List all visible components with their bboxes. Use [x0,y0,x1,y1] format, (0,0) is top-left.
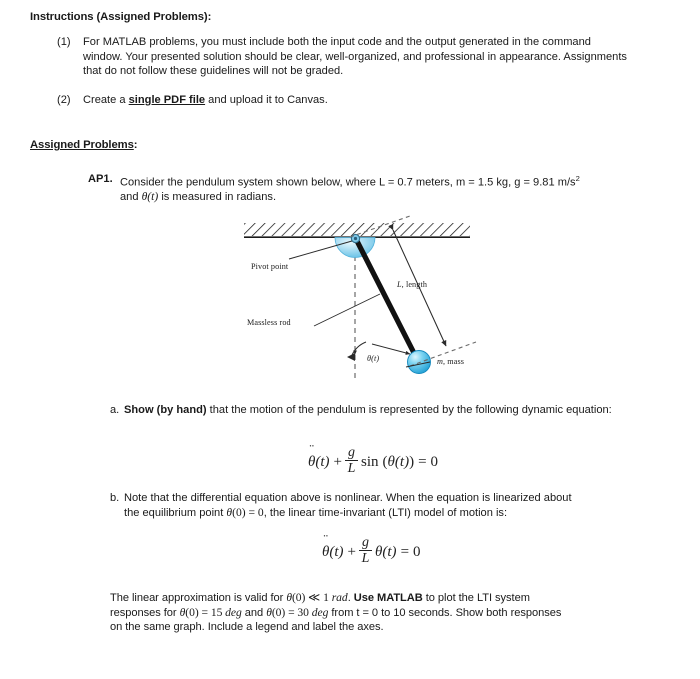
instruction-item-1 [57,35,633,79]
problem-ap1-text [120,172,648,205]
equation-2-theta2-arg: (t) [382,543,397,560]
closing-l2-deg2: deg [311,605,329,619]
equation-2 [322,535,421,566]
problem-ap1 [88,172,648,205]
instruction-item-2-emphasis: single PDF file [128,94,206,106]
part-b-theta-equation: (0) = 0 [232,505,264,519]
figure-label-length [397,280,427,289]
equation-2-theta2: θ [375,543,383,560]
instructions-heading: Instructions (Assigned Problems): [30,11,212,23]
equation-1-paren-open: ( [382,453,388,470]
figure-label-theta-symbol: θ [367,354,372,363]
pendulum-mass-ball [408,351,431,374]
closing-l2-b: (0) = 15 [185,605,226,619]
part-a-emphasis: Show (by hand) [124,404,207,416]
part-b-marker: b. [110,492,120,504]
pendulum-figure [234,214,484,386]
massless-rod-leader-line [314,294,380,326]
closing-l3: on the same graph. Include a legend and label the axes. [110,621,384,634]
equation-1-fraction-numerator: g [348,445,356,460]
figure-label-pivot-point: Pivot point [251,262,289,271]
instruction-item-2-text-before: Create a [83,94,129,106]
closing-l1-c: . [347,592,354,604]
figure-label-massless-rod: Massless rod [247,318,291,327]
instruction-item-2 [57,93,633,108]
closing-l1-d: to plot the LTI system [422,592,530,604]
problem-ap1-line2-after: is measured in radians. [158,191,277,204]
equation-1-fraction [345,447,358,475]
equation-2-rhs: 0 [413,543,421,560]
instruction-item-1-marker: (1) [57,36,71,48]
assigned-problems-heading-label: Assigned Problems [30,139,134,151]
closing-l2-c: and [241,606,267,619]
closing-l2-theta2: θ [266,605,272,619]
problem-ap1-line2-before: and [120,191,142,204]
equation-2-fraction [359,537,372,565]
equation-1-sin: sin [361,453,379,470]
equation-1 [308,445,439,476]
closing-l1-b: (0) ≪ 1 [291,591,332,604]
closing-l2-theta1: θ [179,605,186,619]
massless-rod [356,239,416,357]
part-b-line2-before: the equilibrium point [124,506,227,519]
equation-2-fraction-denominator: L [361,551,370,566]
equation-1-inner-arg: (t) [394,453,410,470]
equation-1-theta-ddot: θ ¨ [308,454,315,471]
closing-l2-e: from t = 0 to 10 seconds. Show both responses [328,606,562,619]
part-a-marker: a. [110,404,120,416]
equation-1-inner-theta: θ [387,453,395,470]
part-b-text [124,491,658,520]
figure-label-mass-symbol: m [437,357,444,366]
problem-ap1-theta-arg: (t) [147,190,159,204]
equation-2-fraction-numerator: g [362,535,370,550]
part-a [110,403,655,418]
problem-ap1-line1: Consider the pendulum system shown below, where L = 0.7 meters, m = 1.5 kg, g = 9.81 m/s [120,176,576,189]
part-b [110,491,658,520]
instruction-item-2-marker: (2) [57,94,71,106]
closing-l1-rad: rad [331,591,348,604]
equation-2-plus: + [347,543,357,560]
closing-l1-theta: θ [286,591,292,604]
instruction-item-2-text [83,93,631,108]
closing-use-matlab: Use MATLAB [353,592,423,604]
problem-ap1-line1-superscript: 2 [575,174,580,183]
equation-1-equals: = [418,453,427,470]
figure-label-mass-text: , mass [443,357,465,366]
closing-l1-a: The linear approximation is valid for [110,592,287,604]
part-a-body: that the motion of the pendulum is represented by the following dynamic equation: [206,404,612,416]
assigned-problems-heading [30,139,137,151]
instruction-item-2-text-after: and upload it to Canvas. [205,94,328,106]
equation-1-rhs: 0 [430,453,439,470]
closing-l2-d: (0) = 30 [271,605,312,619]
figure-label-theta-arg: (t) [371,354,380,363]
equation-1-fraction-denominator: L [347,461,356,476]
figure-label-length-symbol: L [397,280,402,289]
part-a-text [124,403,655,418]
equation-1-paren-close: ) [409,453,415,470]
part-b-theta-symbol: θ [226,505,233,519]
figure-label-mass [437,357,464,366]
equation-2-theta-arg: (t) [329,543,344,560]
equation-2-equals: = [400,543,410,560]
equation-2-theta-ddot: θ ¨ [322,544,329,561]
figure-label-length-text: , length [401,280,428,289]
instruction-item-1-text: For MATLAB problems, you must include both the input code and the output generated in the command window. Your presented solution should be clear, well-organized, and professional in appearance. Assignments that do not follow these guidelines will not be graded. [83,36,627,78]
problem-ap1-theta-symbol: θ [141,190,148,204]
closing-l2-deg1: deg [225,605,242,619]
figure-label-theta [367,354,379,363]
equation-1-theta-arg: (t) [315,453,330,470]
closing-l2-a: responses for [110,606,180,619]
problem-ap1-marker: AP1. [88,173,113,185]
closing-paragraph [110,591,650,635]
assigned-problems-heading-colon: : [133,139,138,151]
equation-1-plus: + [333,453,343,470]
part-b-line1: Note that the differential equation above is nonlinear. When the equation is linearized about [124,492,572,504]
part-b-line2-after: , the linear time-invariant (LTI) model of motion is: [263,506,508,519]
